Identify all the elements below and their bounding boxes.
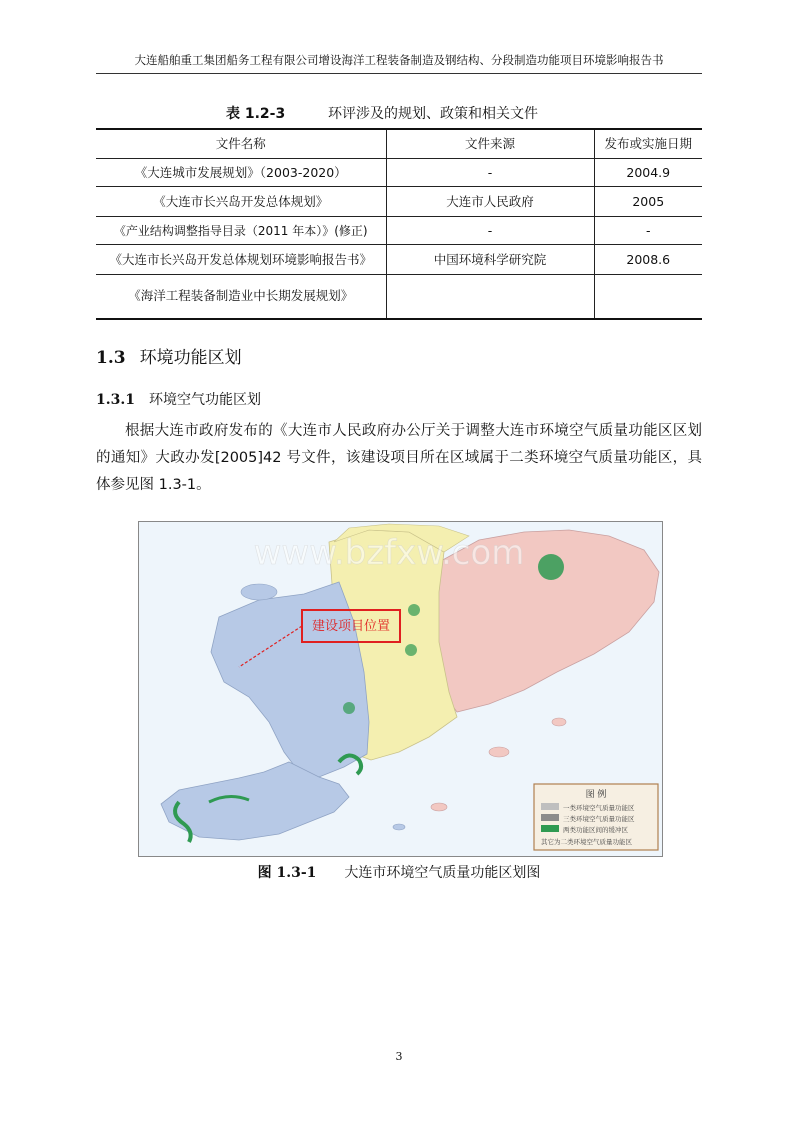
island [241,584,277,600]
cell-date [594,275,702,319]
legend-swatch-buffer [541,825,559,832]
section-number: 1.3 [96,348,126,368]
air-quality-zoning-map [138,521,663,857]
cell-name: 《大连城市发展规划》（2003-2020） [96,159,386,187]
table-caption-number: 表 1.2-3 [226,106,286,122]
table-caption [96,103,702,125]
figure-caption-number: 图 1.3-1 [257,865,317,881]
section-heading-1-3 [96,343,242,368]
buffer-zone [343,702,355,714]
header-divider [96,73,702,74]
legend-label: 三类环境空气质量功能区 [563,815,635,823]
cell-source: 大连市人民政府 [386,187,594,217]
cell-name: 《海洋工程装备制造业中长期发展规划》 [96,275,386,319]
watermark: www.bzfxw.com [253,533,525,573]
cell-date: 2005 [594,187,702,217]
cell-date: - [594,217,702,245]
body-paragraph: 根据大连市政府发布的《大连市人民政府办公厅关于调整大连市环境空气质量功能区区划的通知》大政办发[2005]42 号文件，该建设项目所在区域属于二类环境空气质量功能区，具体参见图 1.3-1。 [96,423,702,493]
subsection-number: 1.3.1 [96,392,135,408]
column-header-name: 文件名称 [96,129,386,159]
table-row [96,245,702,275]
table-row [96,275,702,319]
table-row [96,187,702,217]
section-title: 环境功能区划 [139,348,242,368]
island [489,747,509,757]
figure-caption [96,862,702,882]
table-row [96,159,702,187]
cell-date: 2008.6 [594,245,702,275]
buffer-zone [538,554,564,580]
cell-name: 《产业结构调整指导目录（2011 年本）》(修正) [96,217,386,245]
page-header: 大连船舶重工集团船务工程有限公司增设海洋工程装备制造及钢结构、分段制造功能项目环境影响报告书 [134,53,664,67]
cell-source [386,275,594,319]
legend-swatch-class3 [541,814,559,821]
cell-source: - [386,159,594,187]
table-caption-title: 环评涉及的规划、政策和相关文件 [328,106,538,122]
section-heading-1-3-1 [96,389,261,409]
cell-date: 2004.9 [594,159,702,187]
cell-source: 中国环境科学研究院 [386,245,594,275]
plans-table [96,128,702,320]
cell-name: 《大连市长兴岛开发总体规划环境影响报告书》 [96,245,386,275]
page-number: 3 [395,1050,403,1063]
map-svg [139,522,662,856]
legend-title: 图 例 [585,790,607,800]
figure-caption-title: 大连市环境空气质量功能区划图 [344,865,541,881]
map-legend [534,784,658,850]
table-row [96,217,702,245]
legend-swatch-class1 [541,803,559,810]
cell-source: - [386,217,594,245]
table-header-row [96,129,702,159]
buffer-zone [408,604,420,616]
island [552,718,566,726]
legend-label: 两类功能区间的缓冲区 [563,826,628,834]
column-header-date: 发布或实施日期 [594,129,702,159]
column-header-source: 文件来源 [386,129,594,159]
legend-label: 一类环境空气质量功能区 [563,804,635,812]
legend-label: 其它为二类环境空气质量功能区 [541,838,632,846]
cell-name: 《大连市长兴岛开发总体规划》 [96,187,386,217]
island [393,824,405,830]
buffer-zone [405,644,417,656]
project-location-label: 建设项目位置 [311,619,391,634]
island [431,803,447,811]
subsection-title: 环境空气功能区划 [148,392,261,408]
